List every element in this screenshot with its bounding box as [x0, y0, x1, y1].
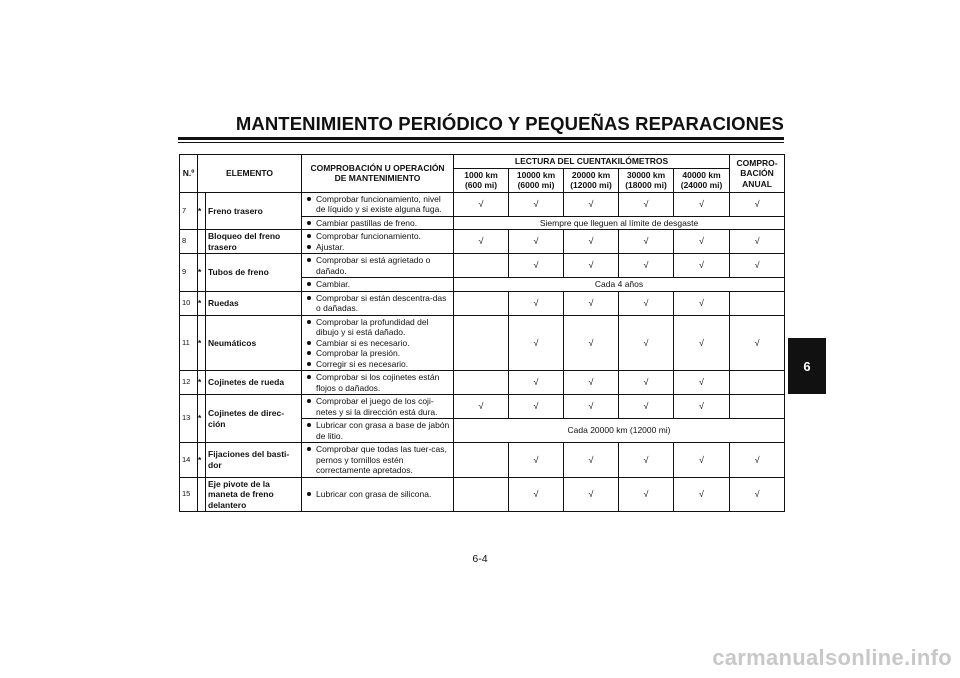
interval-note: Cada 20000 km (12000 mi): [454, 419, 785, 443]
check-mark: √: [699, 236, 704, 247]
check-cell: [730, 371, 785, 395]
check-cell: [454, 315, 509, 371]
check-mark: √: [643, 401, 649, 412]
check-mark: √: [533, 337, 539, 348]
check-mark: √: [588, 401, 594, 412]
row-operation: [302, 291, 454, 315]
check-cell: [509, 315, 564, 371]
check-cell: [674, 230, 730, 254]
check-mark: √: [533, 489, 539, 499]
check-cell: [730, 291, 785, 315]
check-cell: [454, 371, 509, 395]
row-element: Cojinetes de direc-ción: [206, 395, 302, 443]
check-mark: √: [533, 260, 539, 271]
operation-item: Cambiar.: [316, 279, 451, 290]
row-number: 11: [180, 315, 198, 371]
check-cell: [674, 192, 730, 216]
row-operation: [302, 443, 454, 478]
operation-list: [304, 444, 451, 476]
check-cell: [619, 315, 674, 371]
table-row: [180, 315, 785, 371]
table-row: [180, 371, 785, 395]
check-cell: [619, 291, 674, 315]
check-cell: [674, 315, 730, 371]
check-mark: √: [699, 297, 704, 308]
reading-mi: (600 mi): [464, 180, 498, 190]
row-number: 13: [180, 395, 198, 443]
row-number: 12: [180, 371, 198, 395]
check-mark: √: [533, 401, 539, 412]
operation-item: Comprobar si está agrietado o dañado.: [316, 255, 451, 276]
check-cell: [674, 254, 730, 278]
row-operation: [302, 315, 454, 371]
check-mark: √: [588, 297, 594, 308]
check-mark: √: [699, 454, 704, 465]
check-cell: [674, 443, 730, 478]
check-mark: √: [699, 489, 704, 499]
table-body: [180, 192, 785, 512]
reading-mi: (6000 mi): [517, 180, 555, 190]
operation-list: [304, 372, 451, 393]
check-mark: √: [643, 297, 649, 308]
header-no: N.º: [180, 155, 198, 193]
reading-km: 40000 km: [682, 169, 721, 180]
row-asterisk: *: [198, 371, 206, 395]
check-mark: √: [588, 337, 594, 348]
check-cell: [564, 315, 619, 371]
maintenance-table: [179, 154, 785, 512]
check-cell: [619, 395, 674, 419]
check-cell: [509, 477, 564, 512]
row-element: Bloqueo del freno trasero: [206, 230, 302, 254]
check-mark: √: [643, 236, 649, 247]
check-cell: [619, 477, 674, 512]
row-asterisk: *: [198, 291, 206, 315]
check-mark: √: [699, 198, 704, 209]
check-cell: [619, 230, 674, 254]
check-cell: [730, 192, 785, 216]
check-mark: √: [533, 454, 539, 465]
table-row: [180, 192, 785, 216]
check-cell: [564, 443, 619, 478]
check-mark: √: [754, 454, 760, 465]
header-operation: COMPROBACIÓN U OPERACIÓN DE MANTENIMIENTO: [302, 155, 454, 193]
row-element: Cojinetes de rueda: [206, 371, 302, 395]
check-cell: [564, 395, 619, 419]
row-element: Neumáticos: [206, 315, 302, 371]
operation-item: Lubricar con grasa a base de jabón de litio.: [316, 420, 450, 441]
row-operation: [302, 216, 454, 230]
table-row: [180, 291, 785, 315]
operation-item: Lubricar con grasa de silicona.: [316, 489, 451, 500]
check-cell: [564, 254, 619, 278]
table-row: [180, 395, 785, 419]
header-reading-3: [619, 168, 674, 192]
operation-item: Ajustar.: [316, 242, 451, 253]
check-cell: [509, 254, 564, 278]
check-cell: [454, 254, 509, 278]
check-mark: √: [643, 454, 649, 465]
row-number: 9: [180, 254, 198, 292]
interval-note: Siempre que lleguen al límite de desgaste: [454, 216, 785, 230]
operation-item: Comprobar la profundidad del dibujo y si está dañado.: [316, 317, 451, 338]
check-mark: √: [643, 337, 649, 348]
check-cell: [454, 230, 509, 254]
header-element: ELEMENTO: [198, 155, 302, 193]
table-row: [180, 230, 785, 254]
check-cell: [674, 395, 730, 419]
check-mark: √: [754, 489, 760, 499]
reading-km: 1000 km: [464, 169, 498, 180]
row-element: Tubos de freno: [206, 254, 302, 292]
header-reading-0: [454, 168, 509, 192]
check-cell: [454, 395, 509, 419]
row-number: 15: [180, 477, 198, 512]
operation-list: [304, 420, 451, 441]
check-cell: [454, 477, 509, 512]
interval-note: Cada 4 años: [454, 278, 785, 292]
check-mark: √: [533, 236, 539, 247]
check-cell: [564, 192, 619, 216]
row-operation: [302, 278, 454, 292]
check-mark: √: [754, 236, 760, 247]
row-asterisk: *: [198, 315, 206, 371]
operation-list: [304, 194, 451, 215]
operation-list: [304, 293, 451, 314]
check-cell: [674, 477, 730, 512]
operation-list: [304, 279, 451, 290]
section-tab: 6: [788, 338, 826, 394]
check-mark: √: [754, 198, 760, 209]
operation-item: Comprobar que todas las tuer-cas, pernos y tornillos estén correctamente apretados.: [316, 444, 451, 476]
check-mark: √: [533, 297, 539, 308]
table-row: [180, 443, 785, 478]
header-odometer: LECTURA DEL CUENTAKILÓMETROS: [454, 155, 730, 169]
check-cell: [619, 443, 674, 478]
page-number: 6-4: [472, 553, 488, 565]
reading-mi: (24000 mi): [680, 180, 723, 190]
row-operation: [302, 477, 454, 512]
row-operation: [302, 395, 454, 419]
reading-mi: (12000 mi): [570, 180, 612, 190]
check-mark: √: [699, 260, 704, 271]
reading-km: 30000 km: [626, 169, 666, 180]
row-asterisk: [198, 477, 206, 512]
check-cell: [509, 371, 564, 395]
check-mark: √: [643, 260, 649, 271]
row-element: Ruedas: [206, 291, 302, 315]
check-mark: √: [588, 198, 594, 209]
check-cell: [454, 443, 509, 478]
title-rule-thick: [178, 137, 784, 140]
operation-item: Cambiar pastillas de freno.: [316, 218, 451, 229]
row-operation: [302, 254, 454, 278]
check-cell: [509, 443, 564, 478]
row-number: 10: [180, 291, 198, 315]
check-mark: √: [643, 377, 649, 388]
check-mark: √: [754, 337, 760, 348]
check-cell: [730, 443, 785, 478]
header-reading-1: [509, 168, 564, 192]
header-reading-2: [564, 168, 619, 192]
check-cell: [564, 291, 619, 315]
row-operation: [302, 230, 454, 254]
check-cell: [619, 371, 674, 395]
check-cell: [509, 395, 564, 419]
reading-km: 10000 km: [516, 169, 556, 180]
watermark: carmanualsonline.info: [712, 645, 952, 670]
table-row: [180, 477, 785, 512]
row-asterisk: *: [198, 192, 206, 230]
check-mark: √: [478, 401, 484, 412]
check-mark: √: [699, 401, 704, 412]
operation-item: Comprobar el juego de los coji-netes y si la dirección está dura.: [316, 396, 451, 417]
operation-item: Comprobar la presión.: [316, 348, 451, 359]
row-asterisk: *: [198, 254, 206, 292]
row-number: 8: [180, 230, 198, 254]
row-operation: [302, 192, 454, 216]
check-mark: √: [478, 236, 484, 247]
row-element: Eje pivote de la maneta de freno delantero: [206, 477, 302, 512]
check-cell: [619, 254, 674, 278]
header-annual: COMPRO-BACIÓN ANUAL: [730, 155, 785, 193]
operation-item: Comprobar funcionamiento, nivel de líquido y si existe alguna fuga.: [316, 194, 451, 215]
header-reading-4: [674, 168, 730, 192]
operation-list: [304, 489, 451, 500]
table-row: [180, 254, 785, 278]
check-cell: [509, 291, 564, 315]
check-mark: √: [699, 337, 704, 348]
operation-item: Cambiar si es necesario.: [316, 338, 451, 349]
operation-list: [304, 396, 451, 417]
operation-item: Corregir si es necesario.: [316, 359, 451, 370]
check-cell: [730, 477, 785, 512]
row-element: Fijaciones del basti-dor: [206, 443, 302, 478]
check-cell: [730, 395, 785, 419]
row-number: 7: [180, 192, 198, 230]
check-mark: √: [643, 489, 649, 499]
title-rule-thin: [178, 142, 784, 143]
operation-item: Comprobar si están descentra-das o dañadas.: [316, 293, 451, 314]
check-cell: [730, 315, 785, 371]
operation-list: [304, 231, 451, 252]
reading-km: 20000 km: [571, 169, 611, 180]
check-mark: √: [533, 377, 539, 388]
header-row-top: [180, 155, 785, 169]
operation-item: Comprobar funcionamiento.: [316, 231, 451, 242]
check-cell: [509, 192, 564, 216]
page-title: MANTENIMIENTO PERIÓDICO Y PEQUEÑAS REPARACIONES: [235, 113, 784, 134]
check-cell: [454, 192, 509, 216]
operation-list: [304, 218, 451, 229]
check-mark: √: [588, 236, 594, 247]
row-asterisk: *: [198, 443, 206, 478]
check-mark: √: [588, 377, 594, 388]
row-operation: [302, 419, 454, 443]
check-cell: [564, 477, 619, 512]
row-asterisk: [198, 230, 206, 254]
row-number: 14: [180, 443, 198, 478]
check-cell: [730, 230, 785, 254]
row-operation: [302, 371, 454, 395]
check-cell: [509, 230, 564, 254]
check-cell: [564, 371, 619, 395]
operation-list: [304, 317, 451, 370]
operation-item: Comprobar si los cojinetes están flojos o dañados.: [316, 372, 451, 393]
check-mark: √: [699, 377, 704, 388]
row-asterisk: *: [198, 395, 206, 443]
check-cell: [674, 371, 730, 395]
check-cell: [619, 192, 674, 216]
check-mark: √: [643, 198, 649, 209]
check-cell: [674, 291, 730, 315]
check-mark: √: [754, 260, 760, 271]
check-mark: √: [588, 489, 594, 499]
check-cell: [454, 291, 509, 315]
check-cell: [730, 254, 785, 278]
reading-mi: (18000 mi): [625, 180, 667, 190]
check-mark: √: [588, 260, 594, 271]
check-mark: √: [478, 198, 484, 209]
operation-list: [304, 255, 451, 276]
check-mark: √: [533, 198, 539, 209]
check-cell: [564, 230, 619, 254]
row-element: Freno trasero: [206, 192, 302, 230]
check-mark: √: [588, 454, 594, 465]
